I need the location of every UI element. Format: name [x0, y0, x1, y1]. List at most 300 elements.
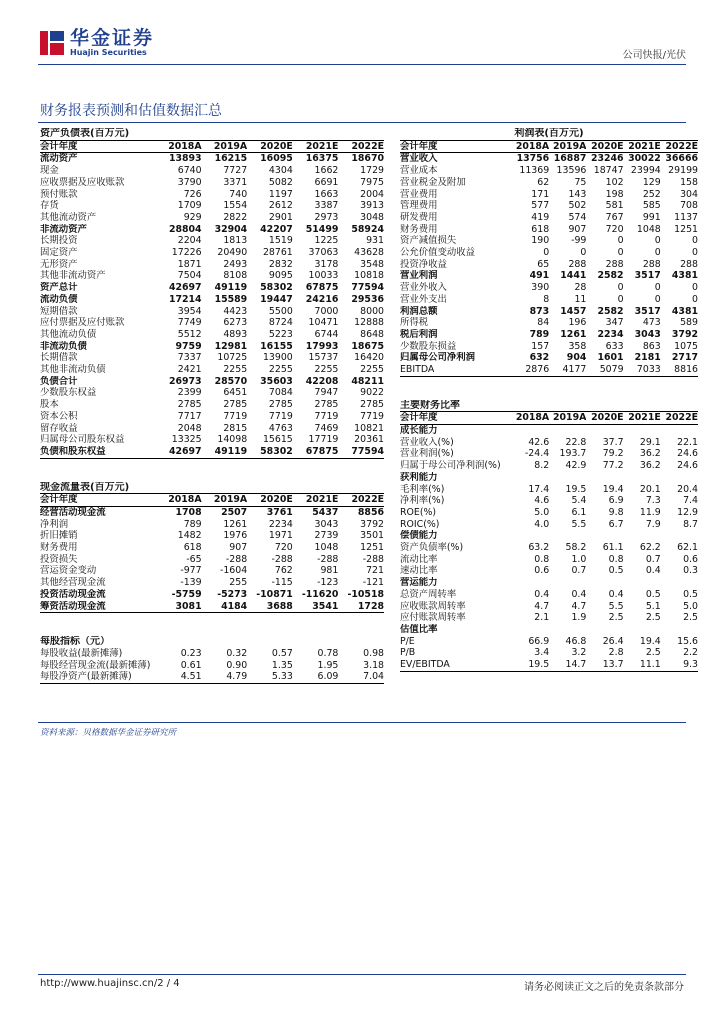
table-row — [40, 530, 384, 542]
row-value: 0 — [654, 293, 661, 305]
row-label: 营运资金变动 — [40, 565, 97, 577]
row-value: 3501 — [360, 530, 384, 542]
row-value: 157 — [531, 340, 550, 352]
row-label: 管理费用 — [400, 200, 438, 212]
header-divider — [38, 64, 686, 65]
row-value: 7719 — [268, 410, 293, 422]
row-value: 9095 — [268, 270, 293, 282]
row-value: 2399 — [177, 387, 202, 399]
table-row — [40, 200, 384, 212]
row-value: 1441 — [560, 270, 587, 282]
row-label: 其他流动负债 — [40, 328, 97, 340]
row-value: 5.5 — [608, 600, 624, 612]
row-value: 20.1 — [639, 483, 661, 495]
row-label: 投资活动现金流 — [40, 588, 106, 600]
row-value: 5223 — [268, 328, 293, 340]
row-value: -10518 — [347, 588, 384, 600]
row-value: -288 — [271, 553, 293, 565]
row-value: 2832 — [268, 258, 293, 270]
header-label: 会计年度 — [40, 140, 156, 153]
row-value: 4893 — [223, 328, 248, 340]
table-row — [400, 530, 698, 542]
row-value: 28570 — [214, 375, 248, 387]
row-value: 42697 — [168, 282, 202, 294]
table-row — [40, 577, 384, 589]
row-value: 0.5 — [683, 588, 698, 600]
row-value: 347 — [605, 317, 624, 329]
row-value: 2507 — [221, 506, 248, 518]
row-value: 0.3 — [683, 565, 698, 577]
row-value: 6740 — [177, 165, 202, 177]
row-value: 931 — [366, 235, 384, 247]
row-value: 28761 — [262, 247, 293, 259]
row-value: 0.4 — [645, 565, 661, 577]
row-value — [512, 472, 549, 484]
row-value: 0.5 — [645, 588, 661, 600]
table-row — [400, 495, 698, 507]
row-value: 17226 — [171, 247, 202, 259]
row-value: 3954 — [177, 305, 202, 317]
row-value: 618 — [183, 542, 202, 554]
row-value: 14098 — [217, 434, 248, 446]
row-value: 11 — [574, 293, 587, 305]
row-value: 5.33 — [247, 671, 293, 683]
row-value: 26973 — [168, 375, 202, 387]
row-value: 12888 — [354, 317, 384, 329]
row-value: 190 — [531, 235, 550, 247]
row-value: 255 — [229, 577, 248, 589]
row-value: 0 — [580, 247, 587, 259]
row-value — [549, 577, 586, 589]
row-value: 10818 — [354, 270, 384, 282]
row-value: 16887 — [553, 153, 587, 165]
row-value: 2785 — [314, 399, 339, 411]
row-value: 2582 — [597, 270, 624, 282]
row-value: 7947 — [314, 387, 339, 399]
row-label: 营业收入 — [400, 153, 438, 165]
row-value: 574 — [568, 211, 587, 223]
logo-mark-icon — [40, 31, 64, 55]
row-value: 288 — [680, 258, 698, 270]
row-value: 2421 — [177, 364, 202, 376]
row-value: 585 — [642, 200, 661, 212]
row-value: 2255 — [360, 364, 384, 376]
row-value: 3.18 — [363, 659, 384, 671]
section-title: 财务报表预测和估值数据汇总 — [40, 103, 222, 119]
row-label: 长期借款 — [40, 352, 78, 364]
row-label: 少数股东权益 — [40, 387, 97, 399]
row-label: 成长能力 — [400, 425, 438, 437]
row-value: 3387 — [314, 200, 339, 212]
table-row — [40, 329, 384, 341]
row-value: 5500 — [268, 305, 293, 317]
row-label: 营业外支出 — [400, 293, 447, 305]
row-value: 20361 — [354, 434, 384, 446]
row-value: 0.6 — [683, 553, 698, 565]
row-value: 63.2 — [528, 542, 550, 554]
row-label: ROIC(%) — [400, 518, 440, 530]
row-value: 158 — [680, 176, 698, 188]
row-label: 公允价值变动收益 — [400, 247, 476, 259]
row-value: -288 — [362, 553, 384, 565]
header-label: 会计年度 — [40, 494, 156, 507]
row-value: 2.5 — [645, 647, 661, 659]
row-value: 3790 — [177, 176, 202, 188]
row-value: 58924 — [351, 223, 384, 235]
row-value — [586, 472, 623, 484]
row-label: 筹资活动现金流 — [40, 601, 156, 613]
header-label: 会计年度 — [400, 140, 512, 153]
header-year: 2019A — [549, 412, 586, 425]
row-value: 0.4 — [608, 588, 624, 600]
table-row — [40, 364, 384, 376]
table-title-row — [40, 128, 384, 140]
row-value: 7504 — [177, 270, 202, 282]
row-value: 193.7 — [559, 448, 587, 460]
table-row — [40, 519, 384, 531]
row-value: 32904 — [214, 223, 248, 235]
row-value: 4.6 — [534, 495, 550, 507]
spacer-row — [40, 624, 384, 636]
row-value: 7.9 — [645, 518, 661, 530]
row-label: 资产减值损失 — [400, 235, 457, 247]
row-value: 1075 — [674, 340, 698, 352]
row-value: 17993 — [305, 340, 339, 352]
row-value: 2493 — [223, 258, 248, 270]
row-label: 毛利率(%) — [400, 483, 445, 495]
row-value: 2255 — [223, 364, 248, 376]
row-label: 营业费用 — [400, 188, 438, 200]
row-label: 长期投资 — [40, 235, 78, 247]
table-row — [40, 270, 384, 282]
row-value: 2815 — [223, 422, 248, 434]
table-row — [40, 282, 384, 294]
row-value: 13893 — [168, 153, 202, 165]
row-value: 4763 — [268, 422, 293, 434]
row-value — [586, 530, 623, 542]
row-label: P/E — [400, 635, 415, 647]
row-label: 流动比率 — [400, 553, 438, 565]
row-value: -977 — [180, 565, 202, 577]
row-label: 投资净收益 — [400, 258, 447, 270]
table-row — [40, 660, 384, 672]
row-value — [624, 577, 661, 589]
row-value: 2612 — [268, 200, 293, 212]
row-value: 1482 — [177, 530, 202, 542]
table-row — [40, 212, 384, 224]
row-value: 62.2 — [639, 542, 661, 554]
table-row — [400, 212, 698, 224]
table-row — [40, 153, 384, 165]
table-title: 资产负债表(百万元) — [40, 128, 130, 139]
row-value: 16420 — [354, 352, 384, 364]
table-row — [40, 399, 384, 411]
row-value: 3.2 — [571, 647, 587, 659]
row-value: 3517 — [634, 270, 661, 282]
header-label: 会计年度 — [400, 412, 512, 425]
table-row — [40, 446, 384, 458]
row-value: 2234 — [268, 518, 293, 530]
row-label: 营业利润(%) — [400, 448, 454, 460]
table-row — [40, 423, 384, 435]
row-value: 3371 — [223, 176, 248, 188]
header-year: 2022E — [338, 494, 384, 507]
row-value: 2973 — [314, 211, 339, 223]
row-label: 预付账款 — [40, 188, 78, 200]
table-row — [400, 282, 698, 294]
row-value: 6744 — [314, 328, 339, 340]
table-row — [400, 484, 698, 496]
row-value: 20.4 — [677, 483, 698, 495]
row-value: 3043 — [314, 518, 339, 530]
row-value: 0.8 — [534, 553, 550, 565]
table-row — [40, 306, 384, 318]
table-row — [40, 189, 384, 201]
table-title-row — [40, 482, 384, 494]
table-row — [400, 352, 698, 364]
table-row — [400, 224, 698, 236]
row-value: 358 — [568, 340, 587, 352]
table-title: 利润表(百万元) — [514, 128, 584, 139]
spacer-row — [40, 470, 384, 482]
row-value: 907 — [229, 542, 248, 554]
header-year: 2019A — [202, 140, 248, 153]
row-value: 0.7 — [571, 565, 587, 577]
row-value: 0.4 — [571, 588, 587, 600]
row-value: -123 — [317, 577, 339, 589]
row-label: 每股收益(最新摊薄) — [40, 647, 123, 659]
row-value: 0.6 — [534, 565, 550, 577]
table-row — [400, 542, 698, 554]
spacer-row — [400, 388, 698, 400]
table-row — [400, 425, 698, 437]
table-header-row — [400, 140, 698, 153]
row-label: 利润总额 — [400, 305, 438, 317]
row-value: 632 — [529, 352, 550, 364]
header-year: 2020E — [586, 140, 623, 153]
header-year: 2018A — [512, 412, 549, 425]
row-value: 3792 — [360, 518, 384, 530]
row-value: 42697 — [156, 446, 202, 458]
row-value: 143 — [568, 188, 587, 200]
row-value: 0 — [617, 235, 624, 247]
row-value: 1554 — [223, 200, 248, 212]
header-year: 2022E — [661, 412, 698, 425]
row-value: 10033 — [308, 270, 339, 282]
row-value: -121 — [362, 577, 384, 589]
table-row — [400, 448, 698, 460]
row-value: 3761 — [266, 506, 293, 518]
row-value: 4184 — [202, 601, 248, 613]
row-label: 应付账款周转率 — [400, 612, 466, 624]
row-value: 4381 — [671, 270, 698, 282]
row-label: 现金 — [40, 165, 59, 177]
row-value: 7.04 — [338, 671, 384, 683]
row-value: 2.5 — [683, 612, 698, 624]
source-note: 资料来源：贝格数据华金证券研究所 — [40, 728, 177, 738]
row-value: 2582 — [597, 305, 624, 317]
row-value: 0 — [692, 235, 698, 247]
table-row — [40, 434, 384, 446]
table-row — [40, 235, 384, 247]
row-value: 1729 — [360, 165, 384, 177]
row-value: 4177 — [549, 364, 586, 376]
row-value: 15737 — [308, 352, 339, 364]
table-row — [400, 317, 698, 329]
header-year: 2020E — [247, 494, 293, 507]
row-value: -99 — [571, 235, 587, 247]
row-value: 9.3 — [661, 659, 698, 671]
row-value: 929 — [183, 211, 202, 223]
row-value: -139 — [180, 577, 202, 589]
row-label: 净利润 — [40, 518, 69, 530]
row-value: 7000 — [314, 305, 339, 317]
row-label: 资本公积 — [40, 410, 78, 422]
row-label: 折旧摊销 — [40, 530, 78, 542]
row-value — [586, 425, 623, 437]
row-value: 18675 — [351, 340, 384, 352]
header-year: 2019A — [549, 140, 586, 153]
row-value — [661, 624, 698, 636]
row-value: 2785 — [268, 399, 293, 411]
row-value: 0.8 — [608, 553, 624, 565]
row-value — [661, 577, 698, 589]
row-value: 84 — [537, 317, 550, 329]
row-value: 7.4 — [683, 495, 698, 507]
row-value: -288 — [225, 553, 248, 565]
row-value: 22.8 — [565, 436, 587, 448]
row-value: 4.7 — [571, 600, 587, 612]
table-row — [40, 554, 384, 566]
row-label: 非流动负债 — [40, 340, 87, 352]
row-value: 19.4 — [639, 635, 661, 647]
row-label: 资产总计 — [40, 282, 78, 294]
row-value: 10821 — [354, 422, 384, 434]
row-value: 58302 — [260, 282, 293, 294]
row-value: 62 — [537, 176, 550, 188]
row-value: 65 — [537, 258, 550, 270]
row-value: 0.4 — [534, 588, 550, 600]
row-value: 5437 — [312, 506, 339, 518]
row-value: 1197 — [268, 188, 293, 200]
row-value: 67875 — [305, 282, 339, 294]
logo-name-en: Huajin Securities — [70, 48, 147, 57]
row-label: 营业成本 — [400, 165, 438, 177]
row-value: 419 — [531, 211, 550, 223]
logo-name-cn: 华金证券 — [70, 27, 155, 49]
row-value: 304 — [680, 188, 698, 200]
row-value — [586, 577, 623, 589]
row-value: 6.9 — [608, 495, 624, 507]
table-row — [400, 519, 698, 531]
row-label: 每股经营现金流(最新摊薄) — [40, 659, 151, 671]
row-label: 营运能力 — [400, 577, 438, 589]
row-value: 102 — [605, 176, 624, 188]
row-value: 13596 — [556, 165, 587, 177]
row-value: 11369 — [519, 165, 550, 177]
row-value: 502 — [568, 200, 587, 212]
row-value: 390 — [531, 282, 550, 294]
row-value: 3178 — [314, 258, 339, 270]
table-row — [400, 165, 698, 177]
row-value: 0 — [617, 282, 624, 294]
row-value: 77594 — [351, 282, 384, 294]
row-value: 24216 — [305, 293, 339, 305]
row-label: 无形资产 — [40, 258, 78, 270]
row-value — [661, 472, 698, 484]
row-value — [512, 530, 549, 542]
row-value: 51499 — [305, 223, 339, 235]
header-year: 2018A — [156, 140, 202, 153]
row-value — [624, 472, 661, 484]
spacer-cell — [40, 613, 384, 625]
row-value: 16375 — [305, 153, 339, 165]
row-value: 4.51 — [156, 671, 202, 683]
row-value: 1709 — [177, 200, 202, 212]
right-column — [400, 128, 698, 672]
row-value: 3043 — [634, 328, 661, 340]
row-value: 720 — [605, 223, 624, 235]
row-value: 1457 — [560, 305, 587, 317]
row-value: 2.2 — [683, 647, 698, 659]
row-value: 36.2 — [639, 460, 661, 472]
table-row — [400, 189, 698, 201]
row-value: 29199 — [668, 165, 698, 177]
row-value: 198 — [605, 188, 624, 200]
row-label: 营业税金及附加 — [400, 176, 466, 188]
row-label: 非流动资产 — [40, 223, 87, 235]
table-row — [400, 259, 698, 271]
row-value: 42207 — [260, 223, 293, 235]
row-value: 907 — [568, 223, 587, 235]
section-divider — [38, 122, 686, 123]
row-label: 偿债能力 — [400, 530, 438, 542]
row-value — [512, 577, 549, 589]
table-row — [40, 506, 384, 518]
row-value: 2255 — [314, 364, 339, 376]
row-value: 2.8 — [608, 647, 624, 659]
table-title: 主要财务比率 — [400, 399, 460, 411]
row-value: 7469 — [314, 422, 339, 434]
row-value: 2785 — [177, 399, 202, 411]
row-value: 1971 — [268, 530, 293, 542]
row-value: 77594 — [338, 446, 384, 458]
row-value: 1519 — [268, 235, 293, 247]
row-value: 19447 — [260, 293, 293, 305]
row-value: 2822 — [223, 211, 248, 223]
table-row — [400, 329, 698, 341]
row-value: -1604 — [219, 565, 248, 577]
row-value: 0 — [692, 247, 698, 259]
left-column — [40, 128, 384, 684]
table-row — [400, 624, 698, 636]
table-row — [400, 507, 698, 519]
row-label: 速动比率 — [400, 565, 438, 577]
row-value: 18670 — [351, 153, 384, 165]
row-label: ROE(%) — [400, 506, 437, 518]
row-value: 11.1 — [624, 659, 661, 671]
row-value: 37063 — [308, 247, 339, 259]
row-value: 7337 — [177, 352, 202, 364]
row-value: 43628 — [354, 247, 384, 259]
table-row — [400, 647, 698, 659]
row-label: 净利率(%) — [400, 495, 445, 507]
row-value: 42.6 — [528, 436, 550, 448]
table-row — [40, 565, 384, 577]
row-value: 8108 — [223, 270, 248, 282]
row-label: 应收票据及应收账款 — [40, 176, 125, 188]
row-value: 2204 — [177, 235, 202, 247]
